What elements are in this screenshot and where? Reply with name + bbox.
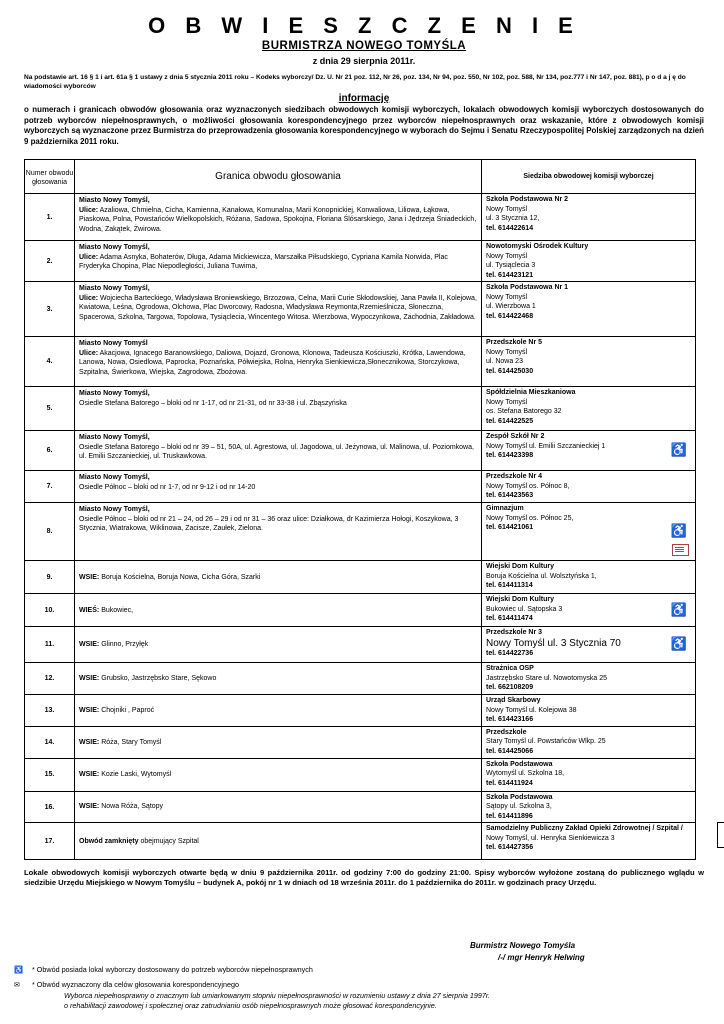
signature-title: Burmistrz Nowego Tomyśla — [470, 941, 576, 950]
district-number: 10. — [25, 594, 75, 627]
seat-phone: tel. 614423563 — [486, 492, 534, 500]
announcement-page — [24, 14, 704, 888]
seat-address: ul. Nowa 23 — [486, 358, 523, 366]
district-place: Miasto Nowy Tomyśl, — [79, 506, 150, 514]
district-seat — [482, 431, 696, 471]
district-number: 5. — [25, 387, 75, 431]
district-boundary — [75, 594, 482, 627]
district-boundary — [75, 823, 482, 860]
seat-name: Spółdzielnia Mieszkaniowa — [486, 389, 576, 397]
seat-phone: tel. 614425030 — [486, 367, 534, 375]
district-place: Miasto Nowy Tomyśl, — [79, 285, 150, 293]
seat-address: Nowy Tomyśl, ul. Henryka Sienkiewicza 3 — [486, 834, 615, 842]
district-number: 3. — [25, 282, 75, 337]
seat-name: Urząd Skarbowy — [486, 697, 541, 705]
district-place: Miasto Nowy Tomyśl, — [79, 244, 150, 252]
district-seat — [482, 663, 696, 695]
wheelchair-icon: ♿ — [670, 442, 687, 458]
seat-phone: tel. 662108209 — [486, 684, 534, 692]
district-boundary — [75, 791, 482, 823]
wheelchair-icon: ♿ — [670, 601, 687, 617]
table-row — [25, 503, 696, 561]
district-lead: Ulice: — [79, 206, 99, 214]
district-streets: Akacjowa, Ignacego Baranowskiego, Daliowa, Dojazd, Gronowa, Klonowa, Tadeusza Kościuszki, Krótka, Lawendowa, Lanowa, Nowa, Osiedlowa, Paprocka, Poznańska, Półwiejska, Rolna, Henryka Sienkiewicza,Słonecznikowa, Storczykowa, Szpitalna, Świerkowa, Wiejska, Zagrodowa, Zbożowa. — [79, 349, 466, 376]
seat-name: Szkoła Podstawowa Nr 1 — [486, 284, 569, 292]
district-boundary — [75, 726, 482, 758]
seat-name: Szkoła Podstawowa Nr 2 — [486, 196, 569, 204]
district-boundary — [75, 471, 482, 503]
seat-address: Nowy Tomyśl os. Północ 25, — [486, 514, 574, 522]
seat-name: Zespół Szkół Nr 2 — [486, 433, 545, 441]
footer-text: Lokale obwodowych komisji wyborczych otwarte będą w dniu 9 października 2011r. od godziny 7:00 do godziny 21:00. Spisy wyborców wyłożone zostaną do publicznego wglądu w siedzibie Urzędu Miejskiego w Nowym Tomyślu – budynek A, pokój nr 1 w dniach od 18 września 2011r. do 1 października do 2011r. w godzinach pracy Urzędu. — [24, 868, 704, 888]
seat-phone: tel. 614422614 — [486, 224, 534, 232]
district-place: Miasto Nowy Tomyśl, — [79, 390, 150, 398]
district-villages: Kozie Laski, Wytomyśl — [101, 771, 172, 779]
district-number: 11. — [25, 627, 75, 663]
seat-address: Nowy Tomyśl — [486, 205, 528, 213]
seat-address: Boruja Kościelna ul. Wolsztyńska 1, — [486, 572, 597, 580]
legend-accessible — [14, 965, 313, 974]
district-place: WSIE: — [79, 771, 100, 779]
table-row — [25, 663, 696, 695]
district-number: 15. — [25, 758, 75, 791]
district-seat — [482, 726, 696, 758]
table-row — [25, 791, 696, 823]
district-seat — [482, 791, 696, 823]
district-boundary — [75, 337, 482, 387]
seat-phone: tel. 614411314 — [486, 582, 533, 590]
seat-phone: tel. 614427356 — [486, 844, 534, 852]
seat-address: os. Stefana Batorego 32 — [486, 408, 562, 416]
table-row — [25, 471, 696, 503]
seat-name: Szkoła Podstawowa — [486, 760, 553, 768]
district-place: Miasto Nowy Tomyśl, — [79, 434, 150, 442]
district-villages: Boruja Kościelna, Boruja Nowa, Cicha Góra, Szarki — [101, 573, 261, 581]
envelope-icon: ✉ — [14, 980, 21, 989]
seat-address: Nowy Tomyśl — [486, 398, 528, 406]
district-villages: Bukowiec, — [101, 606, 134, 614]
district-seat — [482, 823, 696, 860]
seat-address: Nowy Tomyśl — [486, 348, 528, 356]
district-number: 7. — [25, 471, 75, 503]
info-heading: informację — [338, 93, 390, 104]
district-seat — [482, 594, 696, 627]
district-number: 13. — [25, 695, 75, 727]
table-row — [25, 241, 696, 282]
seat-phone: tel. 614423121 — [486, 271, 534, 279]
seat-phone: tel. 614411924 — [486, 779, 533, 787]
header-seat: Siedziba obwodowej komisji wyborczej — [482, 160, 696, 194]
district-number: 9. — [25, 561, 75, 594]
district-number: 6. — [25, 431, 75, 471]
table-row — [25, 194, 696, 241]
header-boundary: Granica obwodu głosowania — [75, 160, 482, 194]
district-boundary — [75, 503, 482, 561]
table-row — [25, 337, 696, 387]
seat-name: Samodzielny Publiczny Zakład Opieki Zdrowotnej / Szpital / — [486, 825, 683, 833]
seat-phone: tel. 614422525 — [486, 417, 534, 425]
district-number: 1. — [25, 194, 75, 241]
district-place: WIEŚ: — [79, 606, 100, 614]
district-boundary — [75, 561, 482, 594]
seat-address: ul. Wierzbowa 1 — [486, 303, 536, 311]
district-seat — [482, 627, 696, 663]
district-streets: Adama Asnyka, Bohaterów, Długa, Adama Mickiewicza, Marszałka Piłsudskiego, Cypriana Kamila Norwida, Plac Fryderyka Chopina, Plac Niepodległości, Juliana Tuwima, — [79, 253, 448, 271]
district-seat — [482, 194, 696, 241]
seat-name: Gimnazjum — [486, 505, 524, 513]
seat-address: Nowy Tomyśl os. Północ 8, — [486, 482, 570, 490]
district-boundary — [75, 282, 482, 337]
table-row — [25, 726, 696, 758]
district-boundary — [75, 387, 482, 431]
district-seat — [482, 241, 696, 282]
table-row — [25, 594, 696, 627]
seat-address: ul. 3 Stycznia 12, — [486, 215, 540, 223]
seat-name: Wiejski Dom Kultury — [486, 563, 555, 571]
seat-name: Strażnica OSP — [486, 665, 534, 673]
district-boundary — [75, 695, 482, 727]
district-number: 2. — [25, 241, 75, 282]
district-villages: Nowa Róża, Sątopy — [101, 803, 164, 811]
seat-address: Nowy Tomyśl — [486, 293, 528, 301]
seat-address: Stary Tomyśl ul. Powstańców Wlkp. 25 — [486, 738, 606, 746]
info-text: o numerach i granicach obwodów głosowania oraz wyznaczonych siedzibach obwodowych komisji wyborczych, lokalach obwodowych komisji wyborczych dostosowanych do potrzeb wyborców niepełnosprawnych, o możliwości głosowania korespondencyjnego przez wyborców niepełnosprawnych oraz wskazanie, które z obwodowych komisji wyborczych są wyznaczone przez Burmistrza do przeprowadzenia głosowania korespondencyjnego w wyborach do Sejmu i Senatu Rzeczypospolitej Polskiej zarządzonych na dzień 9 października 2011 roku. — [24, 105, 704, 146]
district-seat — [482, 387, 696, 431]
seat-phone: tel. 614422468 — [486, 312, 534, 320]
district-number: 16. — [25, 791, 75, 823]
seat-address: Jastrzębsko Stare ul. Nowotomyska 25 — [486, 674, 607, 682]
district-streets: Wojciecha Barteckiego, Władysława Broniewskiego, Brzozowa, Celna, Marii Curie Skłodowskiej, Jana Pawła II, Kolejowa, Kwiatowa, Leśna, Ogrodowa, Olchowa, Plac Dworcowy, Radosna, Władysława Reymonta,Rzemieślnicza, Słoneczna, Spacerowa, Szkolna, Targowa, Topolowa, Tysiąclecia, Wincentego Witosa. Wierzbowa, Wypoczynkowa, Zachodnia, Zakładowa. — [79, 294, 477, 321]
legend-note-1: Wyborca niepełnosprawny o znacznym lub umiarkowanym stopniu niepełnosprawności w rozumieniu ustawy z dnia 27 sierpnia 1997r. — [64, 991, 491, 1000]
district-seat — [482, 695, 696, 727]
seat-name: Przedszkole Nr 3 — [486, 629, 543, 637]
district-number: 14. — [25, 726, 75, 758]
seat-phone: tel. 614423398 — [486, 452, 534, 460]
district-boundary — [75, 241, 482, 282]
districts-table — [24, 159, 696, 860]
seat-name: Przedszkole Nr 4 — [486, 473, 543, 481]
seat-name: Wiejski Dom Kultury — [486, 596, 555, 604]
header-number: Numer obwodu głosowania — [25, 160, 75, 194]
district-place: Obwód zamknięty — [79, 837, 139, 845]
district-place: Miasto Nowy Tomyśl, — [79, 197, 150, 205]
district-villages: Chojniki , Paproć — [101, 706, 155, 714]
district-seat — [482, 471, 696, 503]
seat-address: Wytomyśl ul. Szkolna 18, — [486, 770, 565, 778]
seat-address: Nowy Tomyśl — [486, 252, 528, 260]
district-number: 12. — [25, 663, 75, 695]
table-row — [25, 627, 696, 663]
page-subtitle: BURMISTRZA NOWEGO TOMYŚLA — [261, 40, 467, 52]
announcement-date: z dnia 29 sierpnia 2011r. — [312, 56, 416, 66]
wheelchair-icon: ♿ — [14, 965, 23, 974]
signature-name: /-/ mgr Henryk Helwing — [498, 953, 585, 962]
district-seat — [482, 758, 696, 791]
legend-postal — [14, 980, 239, 989]
district-boundary — [75, 627, 482, 663]
district-boundary — [75, 194, 482, 241]
district-villages: Glinno, Przyłęk — [101, 641, 149, 649]
seat-address: ul. Tysiąclecia 3 — [486, 262, 536, 270]
district-villages: Grubsko, Jastrzębsko Stare, Sękowo — [101, 675, 217, 683]
table-row — [25, 695, 696, 727]
seat-phone: tel. 614411896 — [486, 812, 533, 820]
district-seat — [482, 337, 696, 387]
seat-phone: tel. 614421061 — [486, 524, 534, 532]
district-number: 4. — [25, 337, 75, 387]
envelope-icon — [672, 544, 689, 556]
seat-name: Przedszkole Nr 5 — [486, 339, 543, 347]
district-place: WSIE: — [79, 641, 100, 649]
district-boundary — [75, 758, 482, 791]
seat-address: Sątopy ul. Szkolna 3, — [486, 803, 552, 811]
wheelchair-icon: ♿ — [670, 523, 687, 539]
district-seat — [482, 282, 696, 337]
district-villages: Róża, Stary Tomyśl — [101, 738, 162, 746]
seat-phone: tel. 614411474 — [486, 615, 533, 623]
district-place: WSIE: — [79, 675, 100, 683]
district-place: WSIE: — [79, 573, 100, 581]
district-lead: Ulice: — [79, 349, 99, 357]
seat-address: Nowy Tomyśl ul. 3 Stycznia 70 — [486, 637, 621, 649]
seat-phone: tel. 614423166 — [486, 716, 534, 724]
legend-accessible-text: * Obwód posiada lokal wyborczy dostosowany do potrzeb wyborców niepełnosprawnych — [32, 965, 313, 974]
district-boundary — [75, 431, 482, 471]
district-lead: Ulice: — [79, 294, 99, 302]
district-seat — [482, 503, 696, 561]
district-streets: Osiedle Stefana Batorego – bloki od nr 1-17, od nr 21-31, od nr 33-38 i ul. Zbąszyńska — [79, 399, 347, 407]
district-streets: Azaliowa, Chmielna, Cicha, Kamienna, Kanałowa, Komunalna, Marii Konopnickiej, Konwaliowa, Liliowa, Łąkowa, Piaskowa, Polna, Powstańców Wielkopolskich, Różana, Sadowa, Spokojna, Floriana Ślósarskiego, Jana i Jędrzeja Śniadeckich, Wodna, Zakątek, Żwirowa. — [79, 206, 477, 233]
legal-basis: Na podstawie art. 16 § 1 i art. 61a § 1 ustawy z dnia 5 stycznia 2011 roku – Kodeks wyborczy/ Dz. U. Nr 21 poz. 112, Nr 26, poz. 134, Nr 94, poz. 550, Nr 102, poz. 588, Nr 134, poz.777 i Nr 147, poz. 881), p o d a j ę do wiadomości wyborców — [24, 74, 686, 90]
wheelchair-icon: ♿ — [670, 636, 687, 652]
table-row — [25, 431, 696, 471]
table-row — [25, 561, 696, 594]
seat-phone: tel. 614422736 — [486, 649, 534, 657]
district-streets: Osiedle Północ – bloki od nr 1-7, od nr 9-12 i od nr 14-20 — [79, 483, 256, 491]
table-row — [25, 387, 696, 431]
district-place: WSIE: — [79, 738, 100, 746]
seat-address: Bukowiec ul. Sątopska 3 — [486, 605, 563, 613]
district-seat — [482, 561, 696, 594]
table-row — [25, 282, 696, 337]
seat-name: Szkoła Podstawowa — [486, 793, 553, 801]
district-number: 8. — [25, 503, 75, 561]
table-row — [25, 758, 696, 791]
district-lead: Ulice: — [79, 253, 99, 261]
legend-postal-text: * Obwód wyznaczony dla celów głosowania korespondencyjnego — [32, 980, 239, 989]
seat-address: Nowy Tomyśl ul. Kolejowa 38 — [486, 706, 577, 714]
seat-phone: tel. 614425066 — [486, 747, 534, 755]
district-place: Miasto Nowy Tomyśl — [79, 340, 148, 348]
page-title: O B W I E S Z C Z E N I E — [148, 13, 580, 38]
district-place: Miasto Nowy Tomyśl, — [79, 474, 150, 482]
legend-note-2: o rehabilitacji zawodowej i społecznej oraz zatrudnianiu osób niepełnosprawnych może głosować korespondencyjnie. — [64, 1001, 437, 1010]
table-row — [25, 823, 696, 860]
district-villages: obejmujący Szpital — [140, 837, 199, 845]
district-number: 17. — [25, 823, 75, 860]
districts-table-body — [25, 194, 696, 860]
district-place: WSIE: — [79, 803, 100, 811]
seat-address: Nowy Tomyśl ul. Emilii Szczanieckiej 1 — [486, 442, 606, 450]
district-place: WSIE: — [79, 706, 100, 714]
district-streets: Osiedle Stefana Batorego – bloki od nr 39 – 51, 50A, ul. Agrestowa, ul. Jagodowa, ul. Jeżynowa, ul. Malinowa, ul. Poziomkowa, ul. Emilii Szczanieckiej, ul. Truskawkowa. — [79, 443, 474, 461]
district-streets: Osiedle Północ – bloki od nr 21 – 24, od 26 – 29 i od nr 31 – 36 oraz ulice: Działkowa, dr Kazimierza Hołogi, Koszykowa, 3 Stycznia, Wiatrakowa, Wiklinowa, Zacisze, Zaułek, Zielona. — [79, 515, 459, 533]
seat-name: Przedszkole — [486, 728, 527, 736]
seat-name: Nowotomyski Ośrodek Kultury — [486, 243, 589, 251]
district-boundary — [75, 663, 482, 695]
page-edge-mark — [717, 822, 724, 848]
